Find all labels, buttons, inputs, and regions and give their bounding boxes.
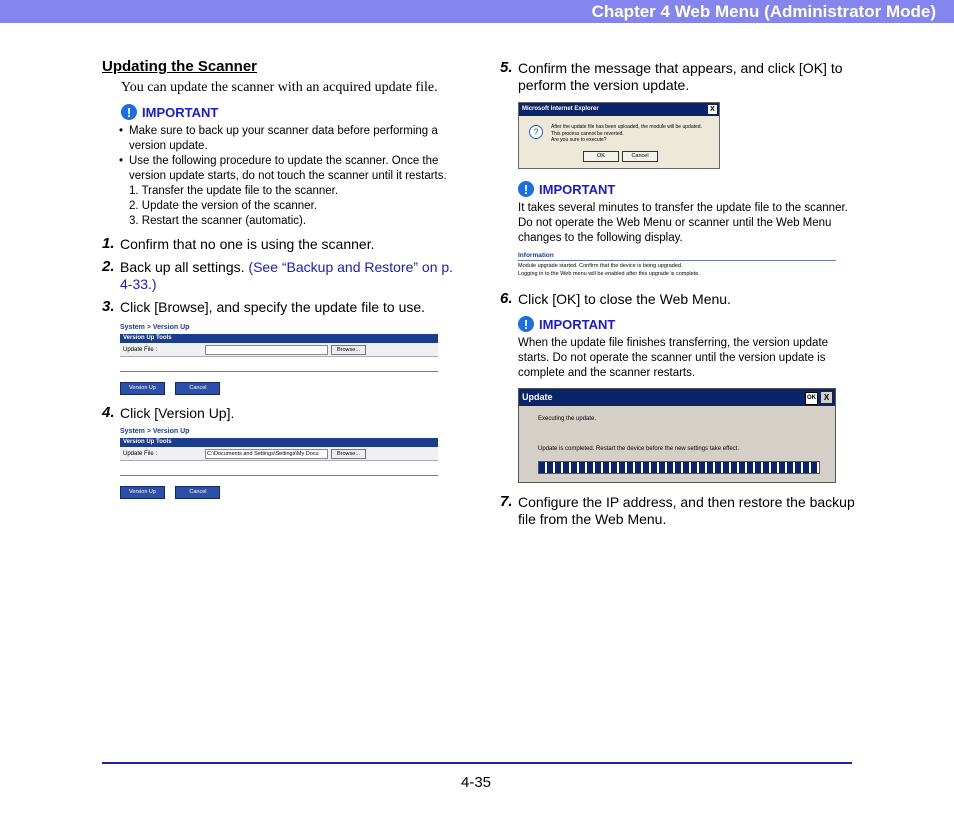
question-icon: ?	[529, 125, 543, 139]
browse-button[interactable]: Browse...	[331, 449, 366, 459]
update-file-input[interactable]	[205, 345, 328, 355]
update-screenshot	[518, 388, 855, 483]
step-number: 7.	[500, 493, 513, 510]
confirm-dialog	[518, 102, 720, 169]
page-number: 4-35	[461, 774, 492, 791]
important-label: IMPORTANT	[539, 181, 616, 197]
step-text: Confirm that no one is using the scanner.	[120, 236, 375, 252]
dialog-message-line: This process cannot be reverted.	[551, 130, 624, 137]
exclamation-icon: !	[121, 104, 137, 120]
cancel-button[interactable]: Cancel	[175, 486, 220, 499]
step-1	[102, 236, 462, 253]
step-2	[102, 259, 462, 293]
table-title: Version Up Tools	[120, 334, 438, 343]
version-up-button[interactable]: Version Up	[120, 486, 165, 499]
important-label: IMPORTANT	[539, 316, 616, 332]
browse-button[interactable]: Browse...	[331, 345, 366, 355]
step-6	[500, 291, 855, 308]
update-window	[518, 388, 836, 483]
update-title-text: Update	[522, 392, 553, 402]
step-text: Click [Browse], and specify the update file to use.	[120, 299, 426, 315]
important-heading	[121, 104, 462, 120]
step-text: Back up all settings.	[120, 259, 249, 275]
step-number: 2.	[102, 258, 115, 275]
step-number: 4.	[102, 404, 115, 421]
dialog-message-line: After the update file has been uploaded, the module will be updated.	[551, 124, 702, 130]
step-number: 1.	[102, 235, 115, 252]
step-4	[102, 405, 462, 422]
progress-fill	[539, 462, 819, 473]
cancel-button[interactable]: Cancel	[622, 151, 658, 162]
sub-step: 2. Update the version of the scanner.	[129, 200, 317, 212]
breadcrumb: System > Version Up	[120, 324, 190, 331]
cancel-button[interactable]: Cancel	[175, 382, 220, 395]
important-bullet: • Use the following procedure to update the scanner. Once the version update starts, do not touch the scanner until it restarts.	[102, 154, 462, 184]
header-bar	[0, 0, 954, 23]
exclamation-icon: !	[518, 181, 534, 197]
sub-step: 3. Restart the scanner (automatic).	[129, 215, 307, 227]
backup-restore-link[interactable]: (See “Backup and Restore” on p. 4-33.)	[120, 259, 454, 292]
dialog-message	[551, 124, 716, 144]
step-text: Configure the IP address, and then restore the backup file from the Web Menu.	[518, 494, 855, 527]
important-text: When the update file finishes transferring, the version update starts. Do not operate the scanner until the version update is complete and the scanner restarts.	[518, 337, 829, 379]
dialog-message-line: Are you sure to execute?	[551, 137, 607, 143]
divider	[120, 475, 438, 476]
ok-button[interactable]: OK	[805, 392, 818, 405]
important-text: It takes several minutes to transfer the update file to the scanner. Do not operate the Web Menu or scanner until the Web Menu changes to the following display.	[518, 202, 848, 244]
important-label: IMPORTANT	[142, 104, 219, 120]
update-file-row	[120, 447, 438, 461]
footer-rule	[102, 762, 852, 764]
update-status-1: Executing the update.	[538, 416, 597, 422]
step-number: 6.	[500, 290, 513, 307]
divider	[120, 371, 438, 372]
step-text: Click [Version Up].	[120, 405, 235, 421]
dialog-title	[519, 103, 719, 116]
update-file-row	[120, 343, 438, 357]
table-title: Version Up Tools	[120, 438, 438, 447]
update-status-2: Update is completed. Restart the device before the new settings take effect.	[538, 446, 740, 452]
confirm-dialog-screenshot	[518, 102, 855, 169]
left-column	[102, 58, 462, 499]
step-text: Click [OK] to close the Web Menu.	[518, 291, 731, 307]
ok-button[interactable]: OK	[583, 151, 619, 162]
dialog-title-text: Microsoft Internet Explorer	[522, 106, 599, 112]
important-bullet: • Make sure to back up your scanner data before performing a version update.	[102, 124, 462, 154]
information-heading: Information	[518, 252, 836, 261]
breadcrumb: System > Version Up	[120, 428, 190, 435]
version-up-screenshot-2	[120, 428, 438, 499]
progress-bar	[538, 461, 820, 474]
important-heading	[518, 316, 855, 332]
information-line: Module upgrade started. Confirm that the device is being upgraded.	[518, 263, 683, 269]
step-3	[102, 299, 462, 316]
important-heading	[518, 181, 855, 197]
update-title	[519, 389, 835, 406]
field-label: Update File :	[123, 346, 158, 353]
chapter-title: Chapter 4 Web Menu (Administrator Mode)	[591, 2, 936, 21]
information-text	[518, 263, 855, 278]
sub-step: 1. Transfer the update file to the scanner.	[129, 185, 339, 197]
information-screenshot	[518, 252, 855, 278]
update-file-input[interactable]: C:\Documents and Settings\Settings\My Docu	[205, 449, 328, 459]
field-label: Update File :	[123, 450, 158, 457]
close-icon[interactable]: X	[821, 392, 832, 403]
close-icon[interactable]: X	[708, 105, 717, 114]
information-line: Logging in to the Web menu will be enabled after this upgrade is complete.	[518, 270, 700, 277]
step-text: Confirm the message that appears, and click [OK] to perform the version update.	[518, 60, 843, 93]
step-5	[500, 60, 855, 94]
exclamation-icon: !	[518, 316, 534, 332]
version-up-screenshot-1	[120, 324, 438, 395]
step-number: 3.	[102, 298, 115, 315]
section-title: Updating the Scanner	[102, 58, 258, 75]
step-7	[500, 494, 855, 528]
step-number: 5.	[500, 59, 513, 76]
version-up-button[interactable]: Version Up	[120, 382, 165, 395]
section-intro: You can update the scanner with an acquired update file.	[121, 80, 438, 95]
right-column	[500, 58, 855, 528]
